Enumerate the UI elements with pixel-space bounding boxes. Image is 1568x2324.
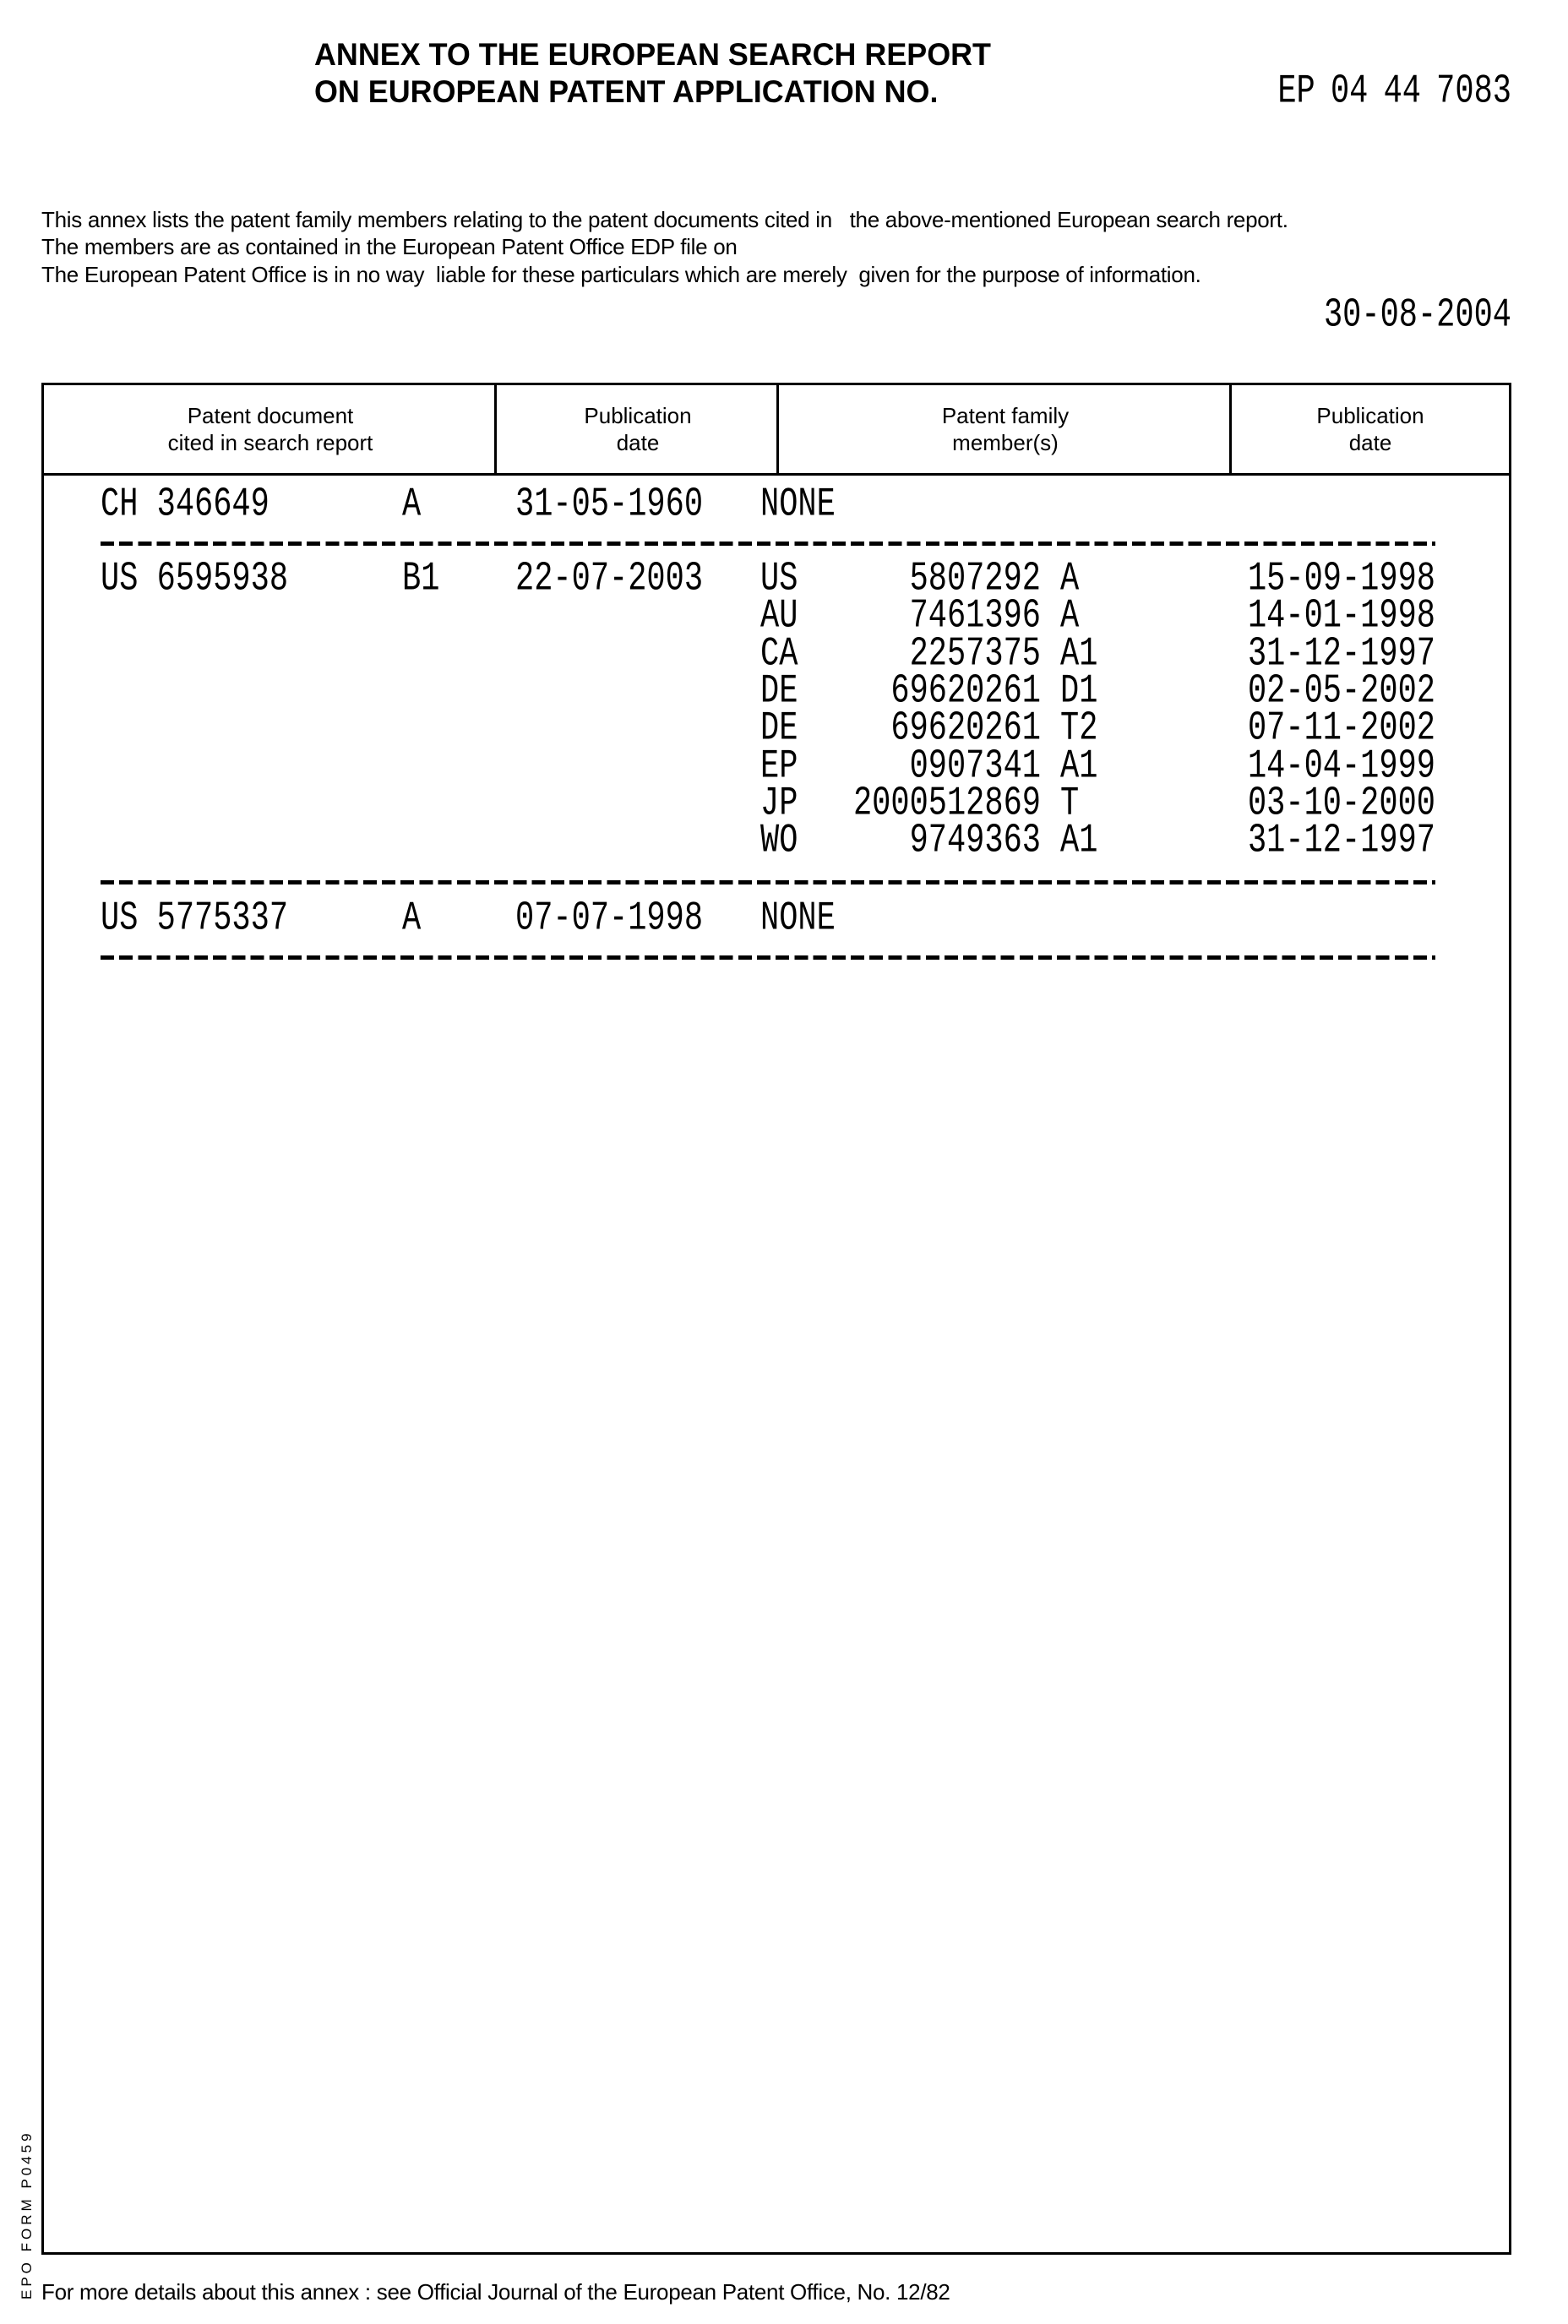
header-family-members [779, 385, 1232, 473]
title-line-2: ON EUROPEAN PATENT APPLICATION NO. [314, 73, 938, 111]
member-kind: A [1060, 555, 1079, 603]
no-family-members: NONE [760, 481, 836, 529]
header-member-publication-date [1232, 385, 1509, 473]
footer-note: For more details about this annex : see Official Journal of the European Patent Office, No. 12/82 [41, 2278, 950, 2305]
publication-date: 07-07-1998 [515, 895, 703, 943]
member-country: JP [760, 780, 798, 828]
member-kind: A [1060, 593, 1079, 641]
no-family-members: NONE [760, 895, 836, 943]
form-id: EPO FORM P0459 [19, 2130, 35, 2300]
kind-code: A [402, 481, 421, 529]
intro-line-2: The members are as contained in the European Patent Office EDP file on [41, 233, 738, 260]
member-country: AU [760, 593, 798, 641]
kind-code: A [402, 895, 421, 943]
member-country: WO [760, 817, 798, 865]
member-number: 2257375 [910, 630, 1041, 678]
member-kind: A1 [1060, 817, 1097, 865]
publication-date: 31-05-1960 [515, 481, 703, 529]
kind-code: B1 [402, 555, 439, 603]
member-number: 2000512869 [853, 780, 1041, 828]
member-country: DE [760, 705, 798, 754]
cited-document: US 6595938 [101, 555, 288, 603]
header-text: Patent family [942, 402, 1069, 429]
member-date: 02-05-2002 [1248, 667, 1435, 716]
header-text: member(s) [952, 429, 1059, 456]
member-date: 14-01-1998 [1248, 593, 1435, 641]
member-kind: T [1060, 780, 1079, 828]
intro-line-1: This annex lists the patent family members relating to the patent documents cited in the above-mentioned European search report. [41, 206, 1288, 233]
header-text: Publication [584, 402, 691, 429]
cited-document: CH 346649 [101, 481, 270, 529]
member-date: 14-04-1999 [1248, 743, 1435, 791]
header-text: date [1349, 429, 1392, 456]
member-kind: T2 [1060, 705, 1097, 754]
member-number: 0907341 [910, 743, 1041, 791]
member-country: DE [760, 667, 798, 716]
member-country: US [760, 555, 798, 603]
member-date: 31-12-1997 [1248, 630, 1435, 678]
header-patent-document [44, 385, 497, 473]
header-text: Patent document [188, 402, 354, 429]
member-kind: A1 [1060, 743, 1097, 791]
cited-document: US 5775337 [101, 895, 288, 943]
member-number: 69620261 [890, 667, 1041, 716]
member-number: 7461396 [910, 593, 1041, 641]
publication-date: 22-07-2003 [515, 555, 703, 603]
member-date: 03-10-2000 [1248, 780, 1435, 828]
member-number: 69620261 [890, 705, 1041, 754]
member-country: CA [760, 630, 798, 678]
member-kind: A1 [1060, 630, 1097, 678]
application-number: EP 04 44 7083 [1277, 68, 1511, 116]
title-line-1: ANNEX TO THE EUROPEAN SEARCH REPORT [314, 36, 991, 73]
report-date: 30-08-2004 [1324, 291, 1511, 340]
dashed-separator [101, 542, 1435, 546]
header-publication-date [497, 385, 779, 473]
header-text: Publication [1316, 402, 1424, 429]
member-country: EP [760, 743, 798, 791]
intro-line-3: The European Patent Office is in no way liable for these particulars which are merely given for the purpose of information. [41, 261, 1201, 288]
member-kind: D1 [1060, 667, 1097, 716]
member-date: 31-12-1997 [1248, 817, 1435, 865]
dashed-separator [101, 880, 1435, 884]
member-date: 15-09-1998 [1248, 555, 1435, 603]
member-number: 9749363 [910, 817, 1041, 865]
dashed-separator [101, 955, 1435, 960]
member-date: 07-11-2002 [1248, 705, 1435, 754]
member-number: 5807292 [910, 555, 1041, 603]
header-text: cited in search report [168, 429, 373, 456]
header-text: date [617, 429, 660, 456]
